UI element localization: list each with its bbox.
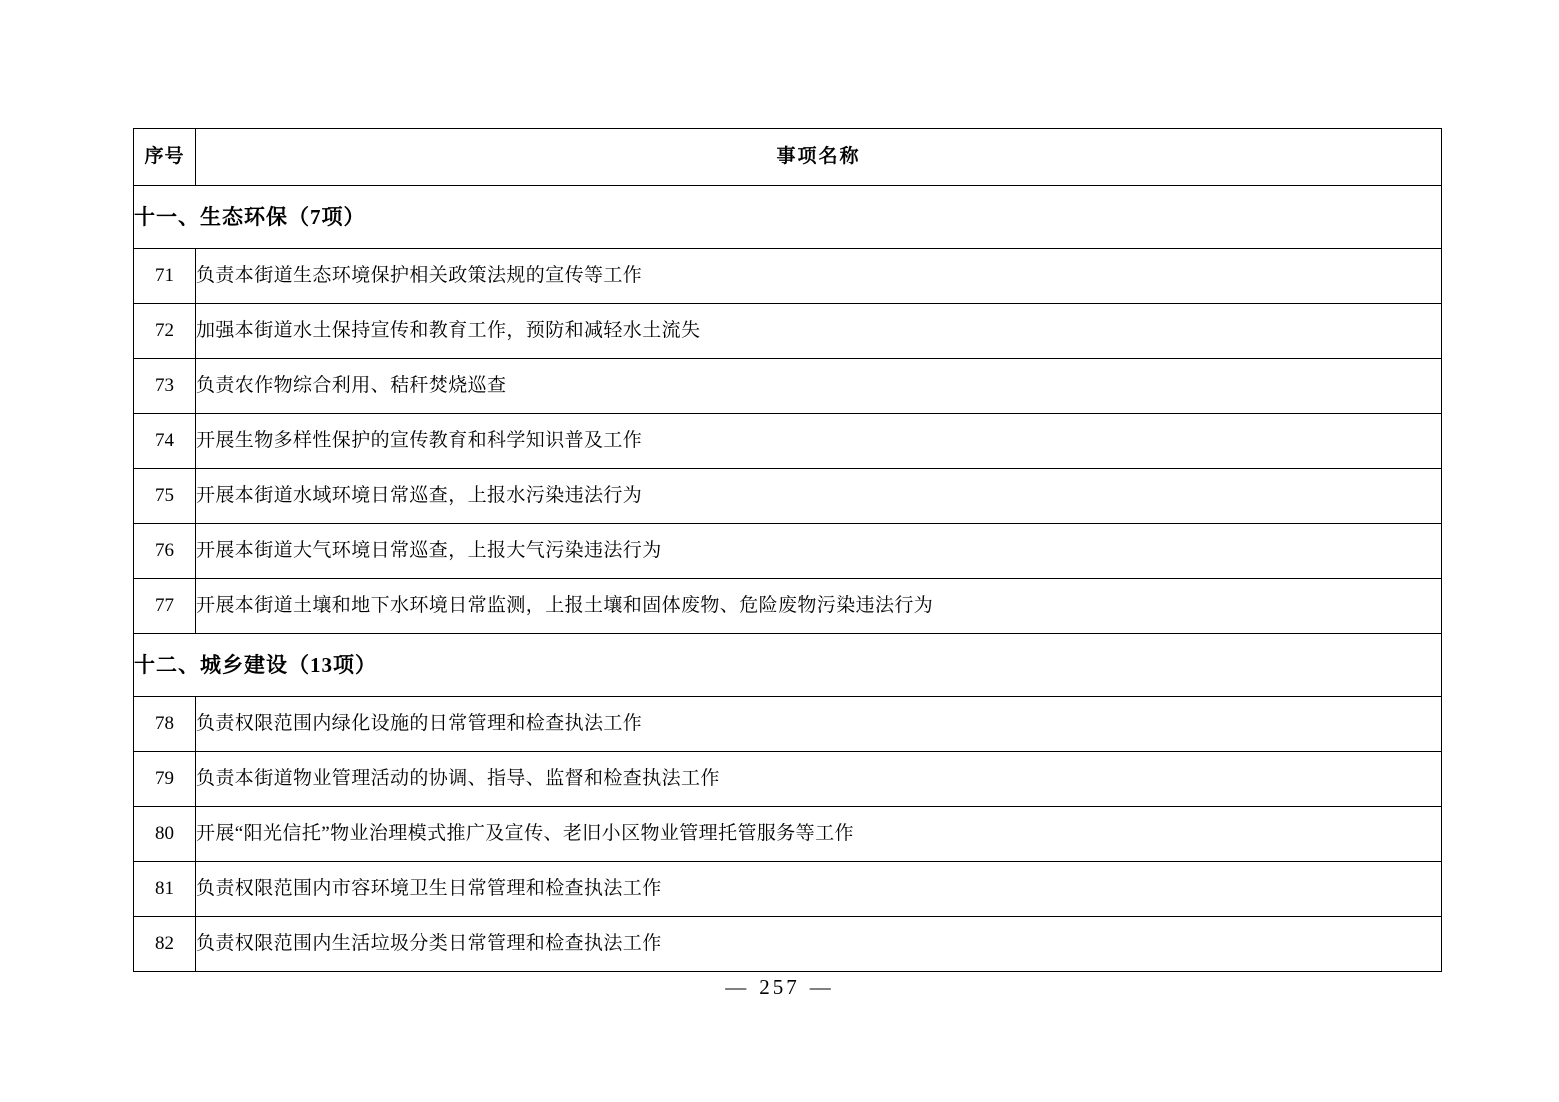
row-matter-name: 开展本街道大气环境日常巡查，上报大气污染违法行为 xyxy=(196,524,1442,579)
table-row xyxy=(134,807,1442,862)
table-row xyxy=(134,414,1442,469)
row-matter-name: 开展本街道水域环境日常巡查，上报水污染违法行为 xyxy=(196,469,1442,524)
row-matter-name: 负责权限范围内市容环境卫生日常管理和检查执法工作 xyxy=(196,862,1442,917)
row-matter-name: 开展生物多样性保护的宣传教育和科学知识普及工作 xyxy=(196,414,1442,469)
row-number: 77 xyxy=(134,579,196,634)
table-row xyxy=(134,304,1442,359)
section-row xyxy=(134,634,1442,697)
table-row xyxy=(134,359,1442,414)
table-body xyxy=(134,129,1442,972)
table-row xyxy=(134,579,1442,634)
page-footer xyxy=(0,975,1559,1000)
section-title: 十一、生态环保（7项） xyxy=(134,186,1442,249)
row-number: 71 xyxy=(134,249,196,304)
footer-right-dash: — xyxy=(809,975,834,999)
table-row xyxy=(134,917,1442,972)
row-number: 82 xyxy=(134,917,196,972)
row-number: 75 xyxy=(134,469,196,524)
table-row xyxy=(134,524,1442,579)
row-matter-name: 负责权限范围内生活垃圾分类日常管理和检查执法工作 xyxy=(196,917,1442,972)
row-number: 79 xyxy=(134,752,196,807)
row-number: 76 xyxy=(134,524,196,579)
table-row xyxy=(134,249,1442,304)
row-number: 78 xyxy=(134,697,196,752)
row-number: 74 xyxy=(134,414,196,469)
row-number: 80 xyxy=(134,807,196,862)
footer-left-dash: — xyxy=(725,975,750,999)
row-number: 73 xyxy=(134,359,196,414)
section-row xyxy=(134,186,1442,249)
row-matter-name: 负责本街道生态环境保护相关政策法规的宣传等工作 xyxy=(196,249,1442,304)
header-cell-number: 序号 xyxy=(134,129,196,186)
header-cell-name: 事项名称 xyxy=(196,129,1442,186)
table-row xyxy=(134,862,1442,917)
matters-table xyxy=(133,128,1442,972)
row-matter-name: 负责农作物综合利用、秸秆焚烧巡查 xyxy=(196,359,1442,414)
row-number: 72 xyxy=(134,304,196,359)
section-title: 十二、城乡建设（13项） xyxy=(134,634,1442,697)
row-matter-name: 负责本街道物业管理活动的协调、指导、监督和检查执法工作 xyxy=(196,752,1442,807)
table-row xyxy=(134,469,1442,524)
table-header-row xyxy=(134,129,1442,186)
row-matter-name: 负责权限范围内绿化设施的日常管理和检查执法工作 xyxy=(196,697,1442,752)
table-row xyxy=(134,697,1442,752)
row-matter-name: 开展本街道土壤和地下水环境日常监测，上报土壤和固体废物、危险废物污染违法行为 xyxy=(196,579,1442,634)
footer-page-number: 257 xyxy=(759,975,800,999)
row-matter-name: 加强本街道水土保持宣传和教育工作，预防和减轻水土流失 xyxy=(196,304,1442,359)
row-matter-name: 开展“阳光信托”物业治理模式推广及宣传、老旧小区物业管理托管服务等工作 xyxy=(196,807,1442,862)
row-number: 81 xyxy=(134,862,196,917)
table-row xyxy=(134,752,1442,807)
